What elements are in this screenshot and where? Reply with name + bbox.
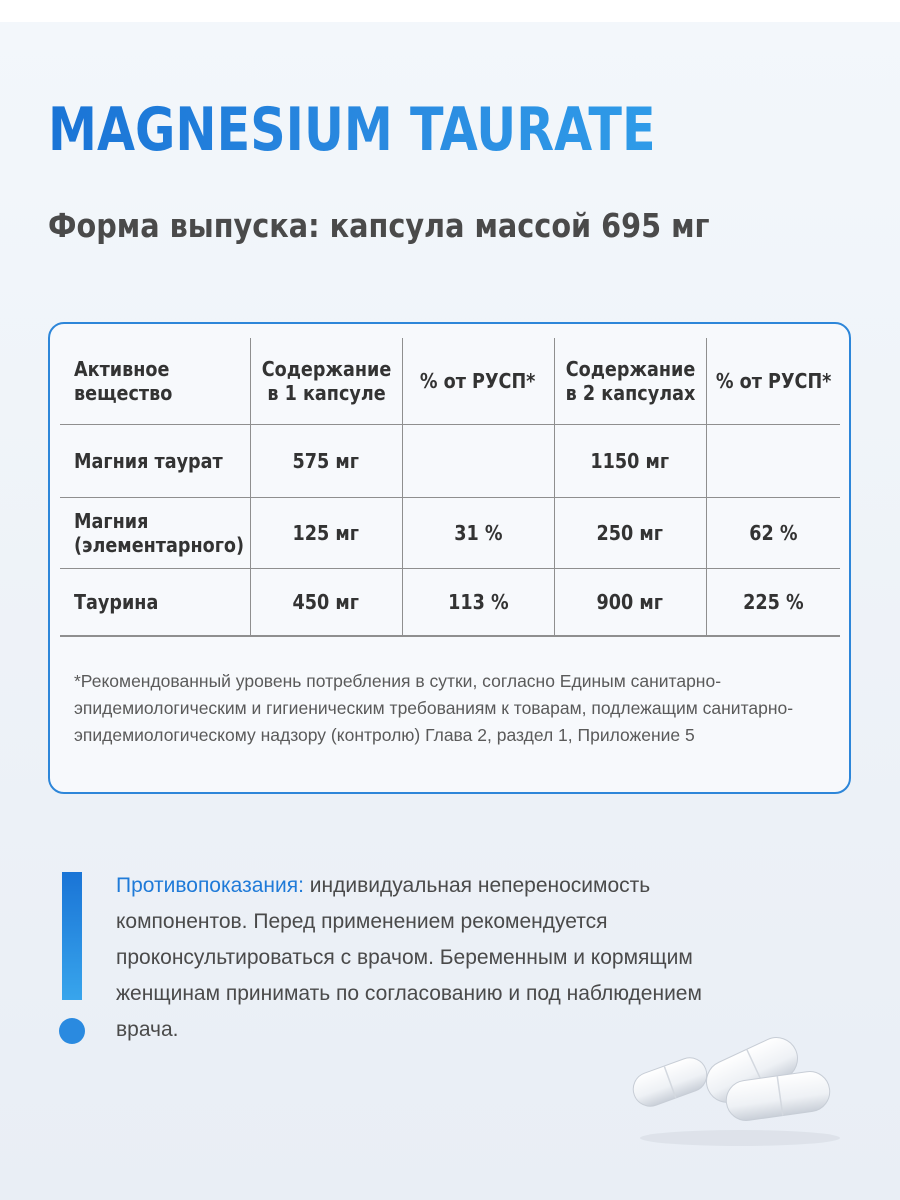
row-content-1: 575 мг: [250, 425, 402, 498]
product-title: MAGNESIUM TAURATE: [48, 95, 656, 165]
row-content-2: 250 мг: [554, 498, 706, 569]
rusp-footnote: *Рекомендованный уровень потребления в сутки, согласно Единым санитарно-эпидемиологическим и гигиеническим требованиям к товарам, подлежащим санитарно-эпидемиологическому надзору (контролю) Глава 2, раздел 1, Приложение 5: [74, 671, 794, 745]
capsules-image: [630, 1020, 850, 1150]
header-active-substance: Активное вещество: [60, 338, 250, 425]
table-row: [60, 569, 840, 637]
release-form-subtitle: Форма выпуска: капсула массой 695 мг: [48, 206, 710, 245]
header-content-1-capsule: Содержание в 1 капсуле: [250, 338, 402, 425]
row-rusp-2: [706, 425, 840, 498]
header-content-2-capsules: Содержание в 2 капсулах: [554, 338, 706, 425]
row-rusp-2: 62 %: [706, 498, 840, 569]
exclamation-icon: [62, 872, 82, 1000]
row-content-1: 125 мг: [250, 498, 402, 569]
row-substance: Магния таурат: [60, 425, 250, 498]
row-rusp-1: 113 %: [402, 569, 554, 637]
table-row: [60, 425, 840, 498]
table-header-row: [60, 338, 840, 425]
header-rusp-percent-1: % от РУСП*: [402, 338, 554, 425]
exclamation-dot-icon: [59, 1018, 85, 1044]
row-rusp-1: [402, 425, 554, 498]
row-content-1: 450 мг: [250, 569, 402, 637]
table-row: [60, 498, 840, 569]
row-content-2: 900 мг: [554, 569, 706, 637]
composition-panel: [48, 322, 851, 794]
row-rusp-1: 31 %: [402, 498, 554, 569]
header-rusp-percent-2: % от РУСП*: [706, 338, 840, 425]
row-substance: Таурина: [60, 569, 250, 637]
composition-table: [60, 338, 840, 637]
row-content-2: 1150 мг: [554, 425, 706, 498]
contraindications-body: индивидуальная непереносимость компонентов. Перед применением рекомендуется проконсультироваться с врачом. Беременным и кормящим женщинам принимать по согласованию и под наблюдением врача.: [116, 874, 702, 1041]
row-substance: Магния (элементарного): [60, 498, 250, 569]
contraindications-label: Противопоказания:: [116, 874, 304, 897]
row-rusp-2: 225 %: [706, 569, 840, 637]
